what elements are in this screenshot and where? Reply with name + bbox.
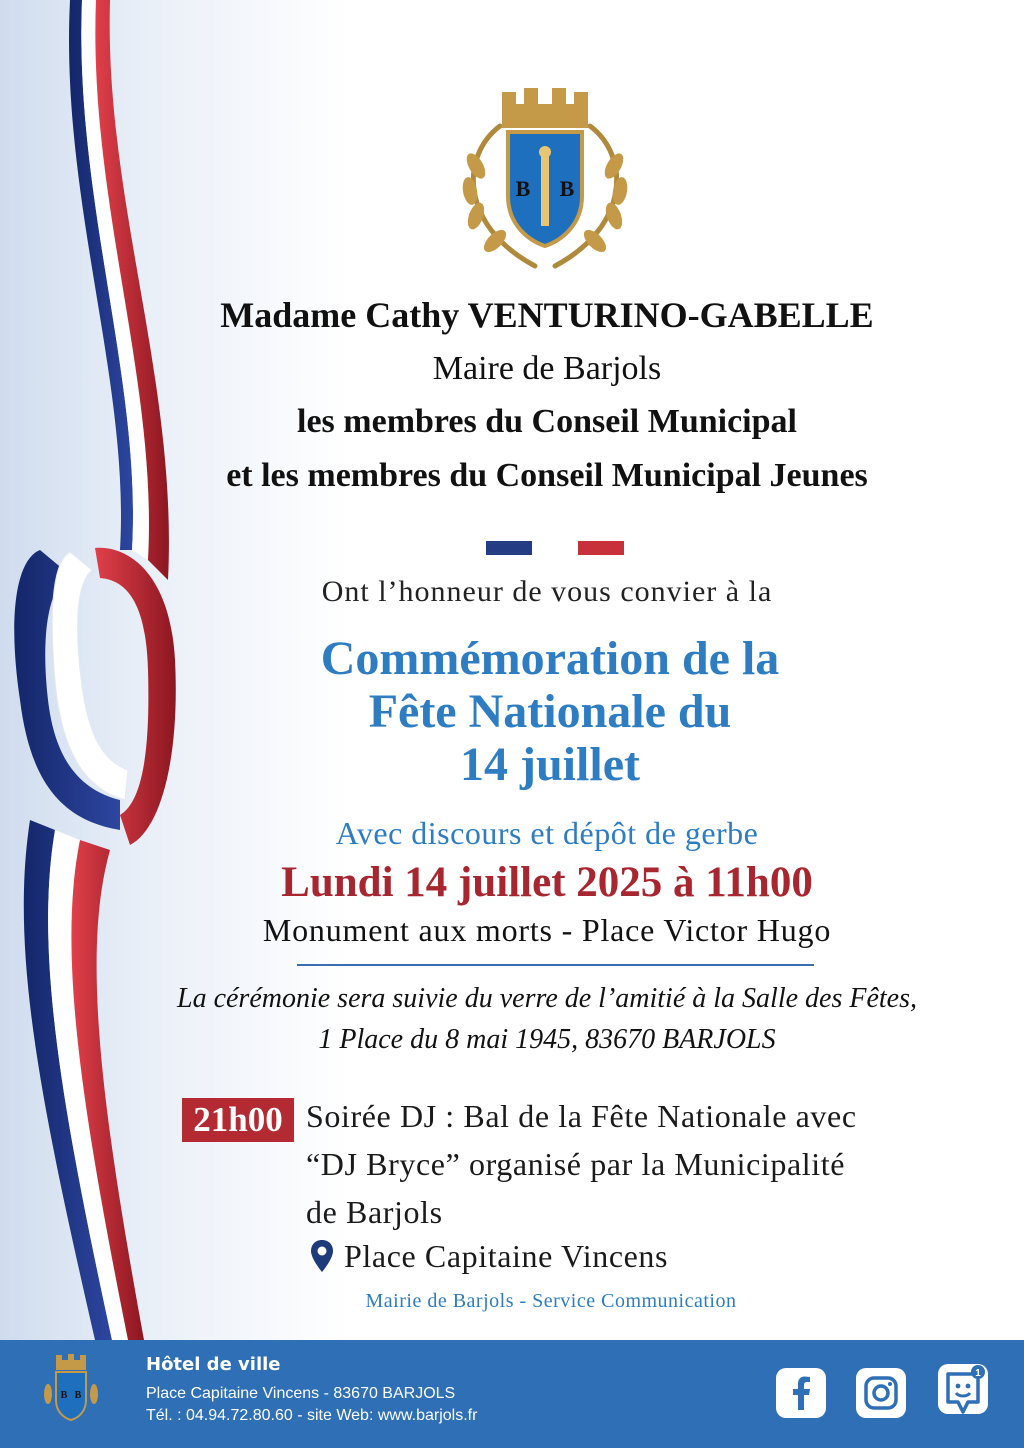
- evening-line: Soirée DJ : Bal de la Fête Nationale avec: [306, 1098, 857, 1134]
- footer-title: Hôtel de ville: [146, 1354, 281, 1375]
- event-title: [180, 632, 920, 791]
- event-title-line: Commémoration de la: [320, 632, 780, 685]
- reception-line-1: La cérémonie sera suivie du verre de l’amitié à la Salle des Fêtes,: [177, 983, 917, 1014]
- flag-blue-bar: [486, 541, 532, 555]
- section-divider: [297, 964, 814, 966]
- venue-name: Place Capitaine Vincens: [344, 1237, 669, 1274]
- footer-address: Place Capitaine Vincens - 83670 BARJOLS: [146, 1385, 456, 1402]
- facebook-icon[interactable]: [776, 1368, 826, 1418]
- event-subtitle: Avec discours et dépôt de gerbe: [335, 815, 759, 851]
- event-date: Lundi 14 juillet 2025 à 11h00: [281, 859, 813, 906]
- location-pin-icon: [310, 1239, 334, 1273]
- reception-line-2: 1 Place du 8 mai 1945, 83670 BARJOLS: [318, 1024, 776, 1055]
- youth-council-members: et les membres du Conseil Municipal Jeunes: [226, 457, 868, 494]
- app-notification-icon[interactable]: [938, 1364, 988, 1414]
- evening-venue: [310, 1236, 668, 1276]
- footer: [0, 1340, 1024, 1448]
- footer-crest-letter-right: B: [74, 1390, 82, 1401]
- event-title-line: Fête Nationale du: [368, 685, 732, 738]
- invitation-intro: Ont l’honneur de vous convier à la: [321, 575, 773, 608]
- mayor-title: Maire de Barjols: [432, 350, 662, 387]
- app-badge-count: 1: [975, 1368, 981, 1379]
- barjols-coat-of-arms: [440, 86, 650, 276]
- crest-letter-right: B: [559, 176, 575, 201]
- footer-crest-letter-left: B: [60, 1390, 68, 1401]
- tricolor-ribbon-decoration: [0, 0, 200, 1340]
- council-members: les membres du Conseil Municipal: [297, 403, 797, 440]
- crest-letter-left: B: [515, 176, 531, 201]
- event-location: Monument aux morts - Place Victor Hugo: [262, 912, 832, 948]
- evening-time-badge: 21h00: [182, 1098, 294, 1142]
- instagram-icon[interactable]: [856, 1368, 906, 1418]
- footer-crest-icon: [40, 1354, 102, 1434]
- mayor-name: Madame Cathy VENTURINO-GABELLE: [220, 295, 874, 335]
- evening-line: de Barjols: [306, 1194, 443, 1230]
- event-title-line: 14 juillet: [460, 738, 640, 791]
- communication-credit: Mairie de Barjols - Service Communication: [365, 1290, 737, 1312]
- evening-description: [306, 1092, 966, 1236]
- flag-red-bar: [578, 541, 624, 555]
- footer-contact: Tél. : 04.94.72.80.60 - site Web: www.barjols.fr: [146, 1407, 478, 1424]
- evening-line: “DJ Bryce” organisé par la Municipalité: [306, 1146, 846, 1182]
